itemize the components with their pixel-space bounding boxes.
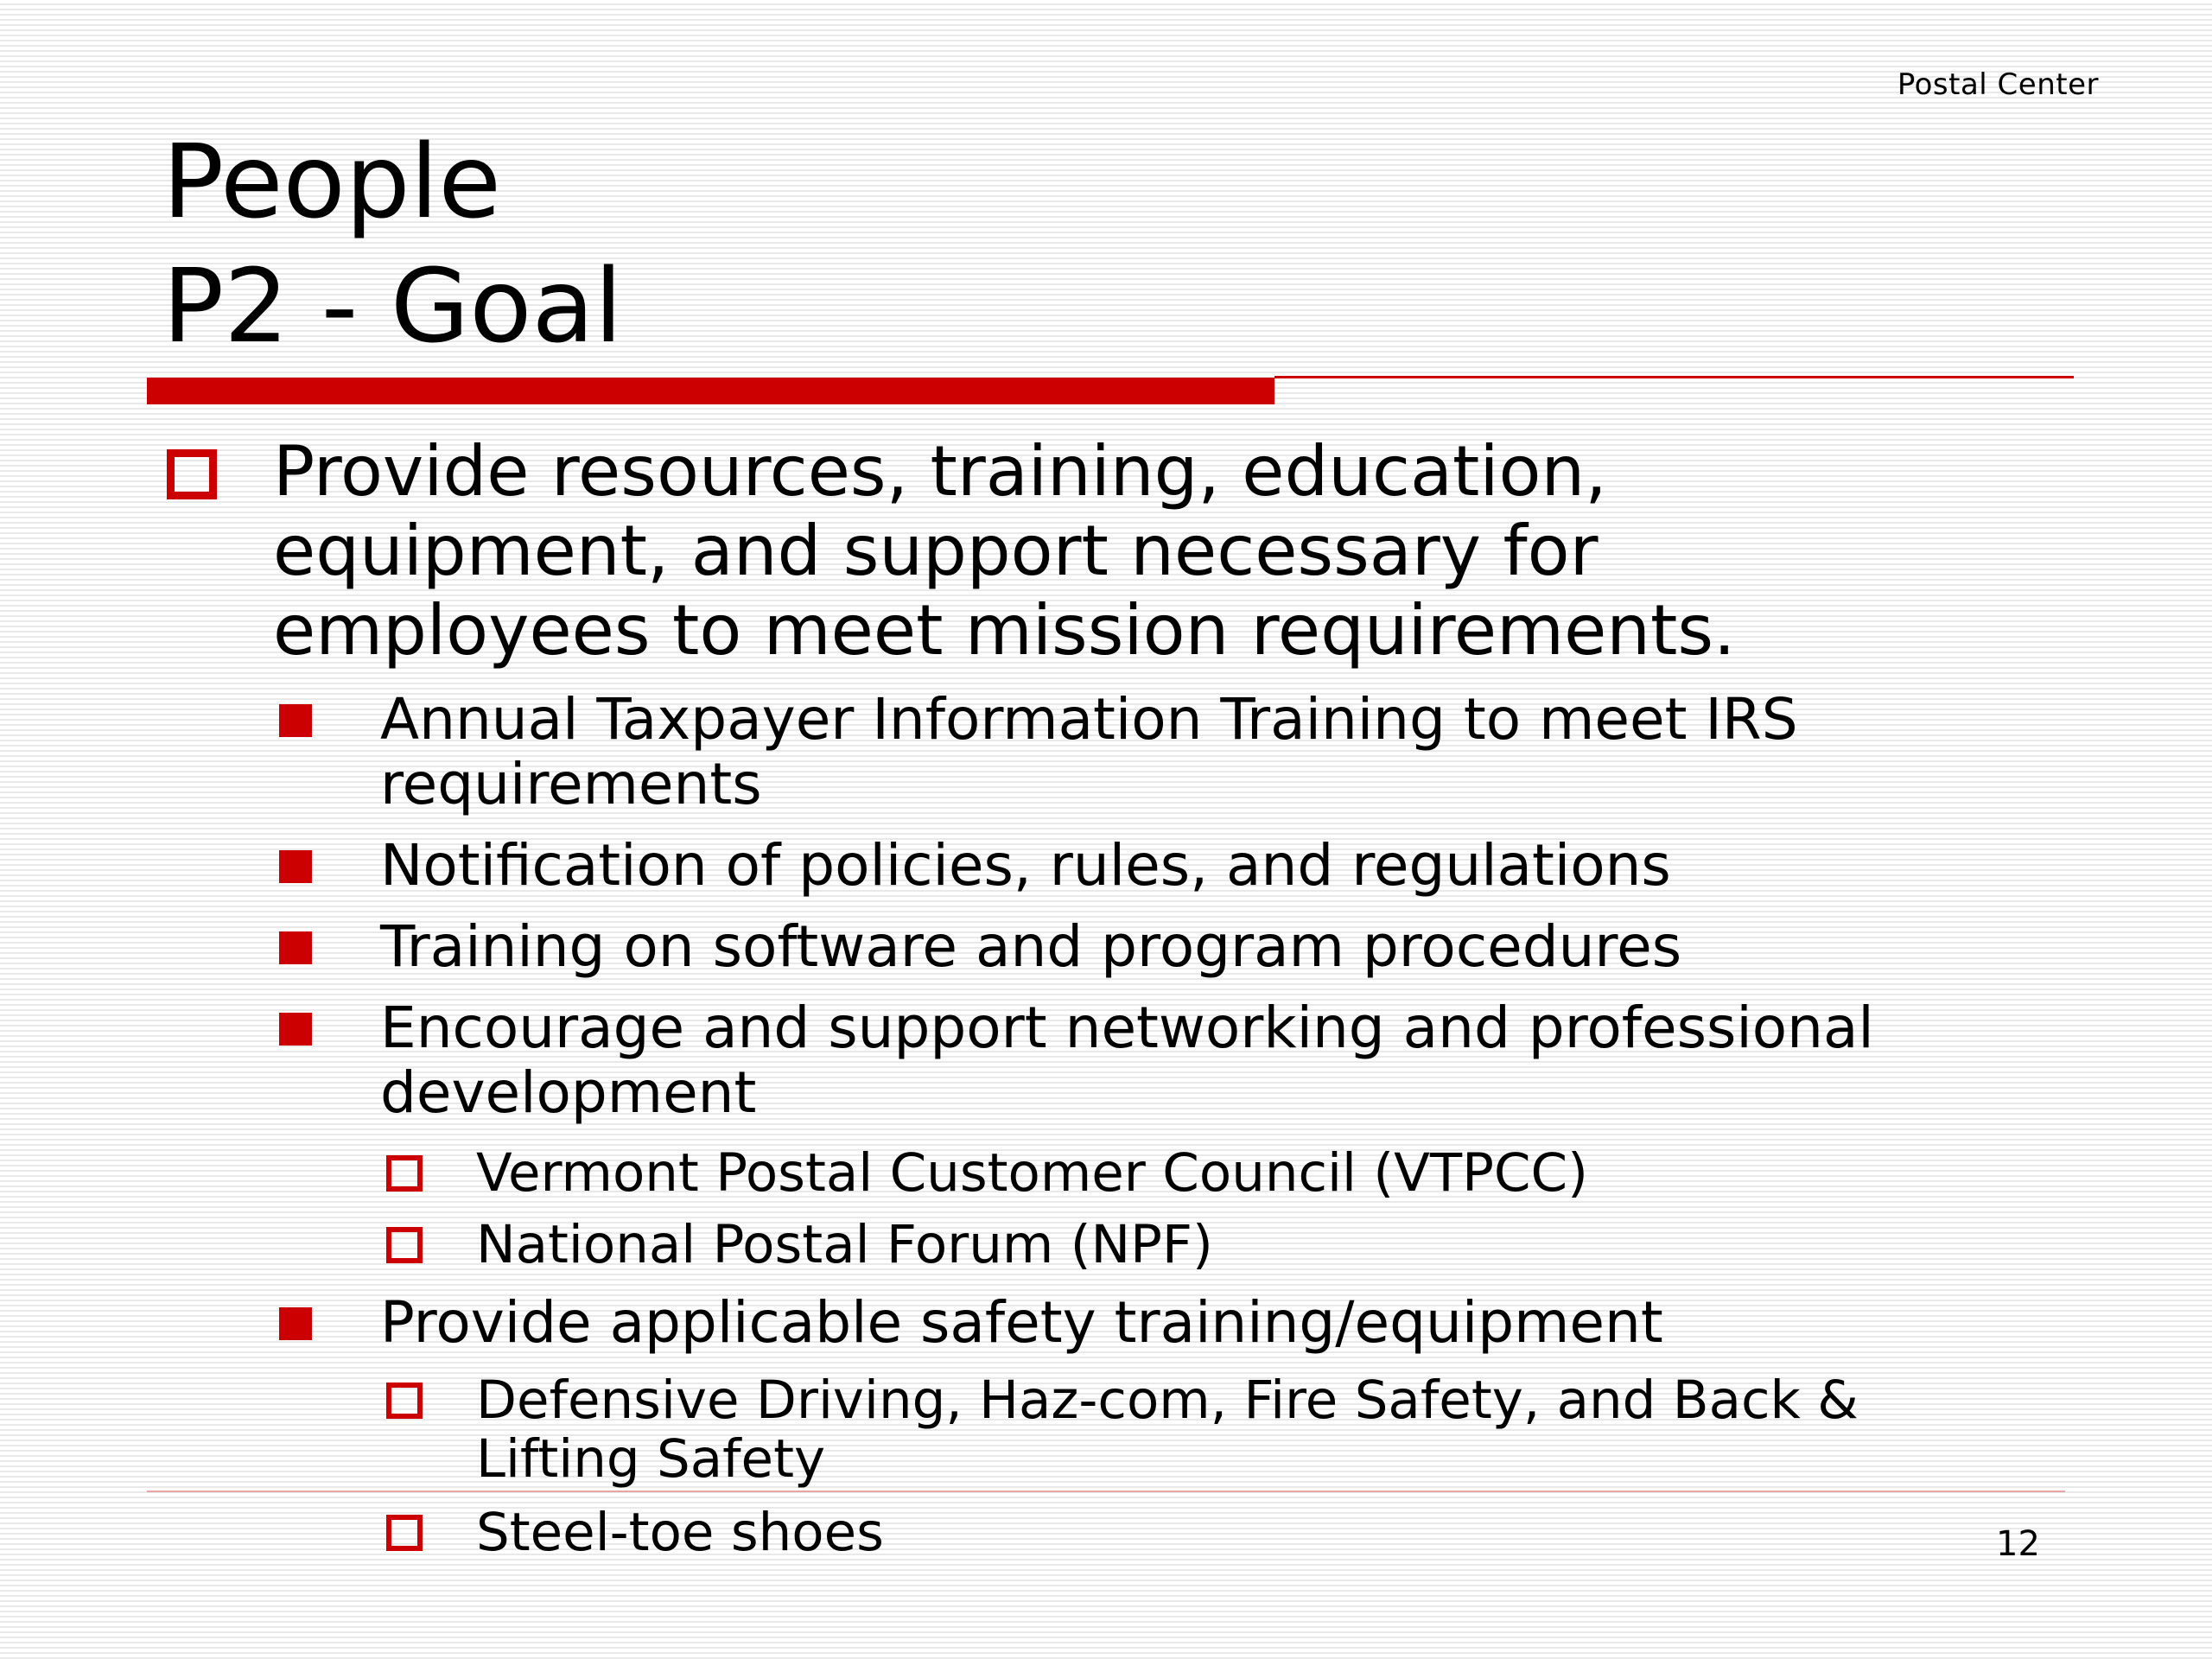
- hollow-square-bullet-icon: [386, 1515, 423, 1551]
- header-label: Postal Center: [1897, 67, 2099, 102]
- sub-list-item: [476, 1216, 1213, 1274]
- sub-list-item: [476, 1503, 884, 1562]
- list-item-line: requirements: [380, 751, 762, 817]
- filled-square-bullet-icon: [279, 1013, 312, 1046]
- page-number: 12: [1996, 1524, 2040, 1564]
- sub-list-item-line: National Postal Forum (NPF): [476, 1214, 1213, 1275]
- title-underline-thick: [147, 378, 1274, 404]
- main-point-line: employees to meet mission requirements.: [273, 590, 1736, 671]
- list-item: [380, 995, 1874, 1125]
- list-item-line: development: [380, 1059, 757, 1126]
- list-item: [380, 1290, 1663, 1355]
- sub-list-item-line: Lifting Safety: [476, 1428, 826, 1490]
- title-underline-thin: [1274, 376, 2074, 378]
- filled-square-bullet-icon: [279, 850, 312, 883]
- sub-list-item-line: Defensive Driving, Haz-com, Fire Safety, and Back &: [476, 1370, 1859, 1431]
- filled-square-bullet-icon: [279, 931, 312, 964]
- list-item-line: Notification of policies, rules, and regulations: [380, 832, 1671, 899]
- list-item: [380, 833, 1671, 898]
- sub-list-item-line: Vermont Postal Customer Council (VTPCC): [476, 1142, 1588, 1204]
- footer-divider: [147, 1491, 2065, 1492]
- sub-list-item-line: Steel-toe shoes: [476, 1502, 884, 1563]
- hollow-square-bullet-icon: [386, 1382, 423, 1419]
- list-item: [380, 687, 1798, 817]
- hollow-square-bullet-icon: [386, 1227, 423, 1263]
- slide-title: [162, 119, 623, 368]
- list-item-line: Annual Taxpayer Information Training to meet IRS: [380, 686, 1798, 753]
- main-point-line: Provide resources, training, education,: [273, 431, 1607, 512]
- main-point: [273, 432, 1735, 671]
- filled-square-bullet-icon: [279, 1307, 312, 1340]
- slide-title-line-1: People: [162, 122, 502, 241]
- hollow-square-bullet-icon: [167, 449, 217, 499]
- list-item-line: Encourage and support networking and professional: [380, 995, 1874, 1061]
- main-point-line: equipment, and support necessary for: [273, 511, 1599, 591]
- sub-list-item: [476, 1371, 1859, 1489]
- hollow-square-bullet-icon: [386, 1155, 423, 1192]
- list-item-line: Training on software and program procedures: [380, 913, 1682, 980]
- list-item: [380, 914, 1681, 979]
- slide-title-line-2: P2 - Goal: [162, 246, 623, 365]
- sub-list-item: [476, 1144, 1588, 1203]
- filled-square-bullet-icon: [279, 704, 312, 737]
- list-item-line: Provide applicable safety training/equipment: [380, 1289, 1663, 1356]
